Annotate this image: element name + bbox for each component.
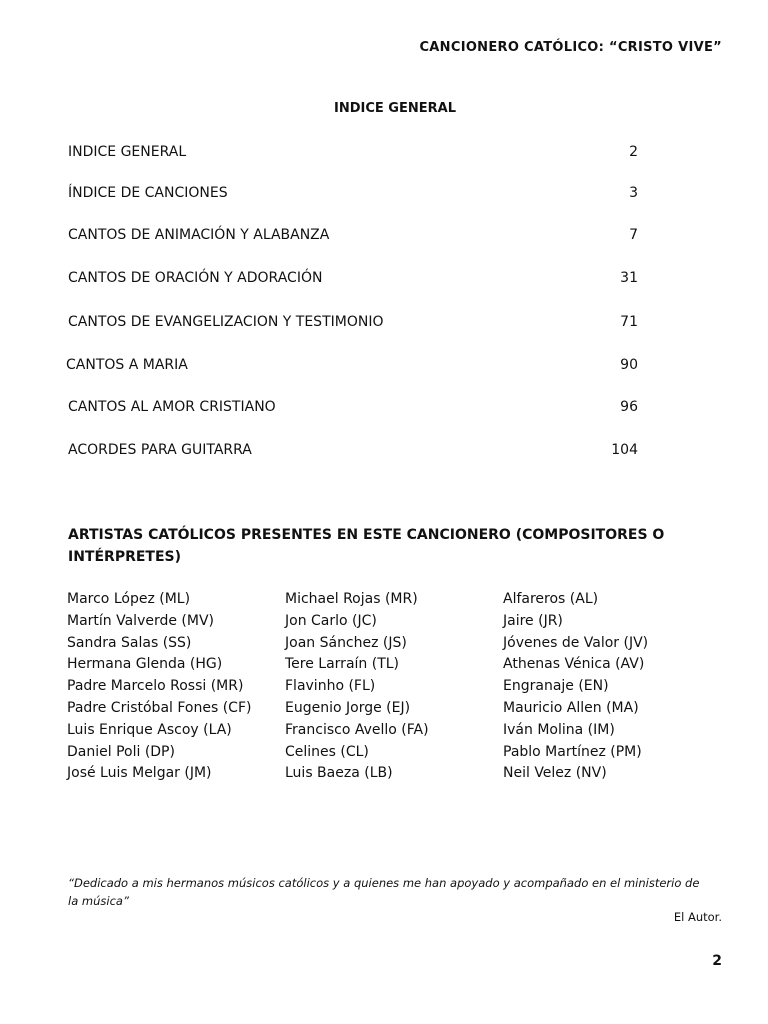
artist-name: Sandra Salas (SS) — [67, 634, 192, 651]
dedication-text: “Dedicado a mis hermanos músicos católicos y a quienes me han apoyado y acompañado en el ministerio de la música” — [68, 876, 700, 908]
artist-name: Joan Sánchez (JS) — [285, 634, 407, 651]
toc-entry — [68, 144, 638, 164]
artist-name: José Luis Melgar (JM) — [67, 765, 212, 782]
artist-name: Luis Baeza (LB) — [285, 765, 393, 782]
toc-entry-label: CANTOS AL AMOR CRISTIANO — [68, 399, 276, 415]
page-number: 2 — [712, 953, 722, 969]
toc-entry-page: 96 — [620, 399, 638, 415]
artist-name: Padre Cristóbal Fones (CF) — [67, 699, 252, 716]
artists-heading: ARTISTAS CATÓLICOS PRESENTES EN ESTE CANCIONERO (COMPOSITORES O INTÉRPRETES) — [68, 527, 665, 565]
artists-column-2 — [285, 589, 429, 785]
toc-entry — [66, 357, 638, 377]
toc-entry — [68, 185, 638, 205]
artist-name: Pablo Martínez (PM) — [503, 743, 642, 760]
artist-name: Iván Molina (IM) — [503, 721, 615, 738]
artist-name: Michael Rojas (MR) — [285, 591, 418, 607]
document-header: CANCIONERO CATÓLICO: “CRISTO VIVE” — [419, 40, 722, 55]
artist-name: Athenas Vénica (AV) — [503, 656, 645, 673]
artist-name: Jóvenes de Valor (JV) — [503, 634, 649, 651]
artist-name: Mauricio Allen (MA) — [503, 699, 639, 716]
toc-entry-label: ACORDES PARA GUITARRA — [68, 442, 252, 458]
toc-entry-label: ÍNDICE DE CANCIONES — [68, 185, 228, 201]
toc-entry — [68, 442, 638, 462]
toc-entry — [68, 227, 638, 247]
toc-entry-label: CANTOS A MARIA — [66, 357, 188, 373]
toc-entry — [68, 399, 638, 419]
toc-entry-page: 90 — [620, 357, 638, 373]
toc-entry-page: 3 — [629, 185, 638, 201]
artist-name: Neil Velez (NV) — [503, 765, 607, 782]
toc-entry-page: 7 — [629, 227, 638, 243]
artist-name: Engranaje (EN) — [503, 678, 609, 695]
toc-entry-label: CANTOS DE ORACIÓN Y ADORACIÓN — [68, 270, 323, 286]
artist-name: Celines (CL) — [285, 743, 369, 760]
artist-name: Eugenio Jorge (EJ) — [285, 699, 411, 716]
artist-name: Alfareros (AL) — [503, 591, 599, 607]
toc-entry-label: CANTOS DE ANIMACIÓN Y ALABANZA — [68, 227, 330, 243]
artist-name: Padre Marcelo Rossi (MR) — [67, 678, 244, 695]
toc-entry-page: 71 — [620, 314, 638, 330]
artists-column-1 — [67, 589, 251, 785]
artist-name: Marco López (ML) — [67, 591, 191, 607]
author-signature: El Autor. — [673, 910, 722, 924]
artist-name: Flavinho (FL) — [285, 678, 376, 695]
artist-name: Martín Valverde (MV) — [67, 612, 215, 629]
artist-name: Jaire (JR) — [503, 612, 563, 629]
toc-entry-label: CANTOS DE EVANGELIZACION Y TESTIMONIO — [68, 314, 384, 330]
artists-column-3 — [503, 589, 648, 785]
artist-name: Hermana Glenda (HG) — [67, 656, 223, 673]
artist-name: Francisco Avello (FA) — [285, 721, 429, 738]
artist-name: Daniel Poli (DP) — [67, 743, 175, 760]
toc-entry — [68, 314, 638, 334]
toc-entry-page: 104 — [611, 442, 638, 458]
toc-entry-page: 31 — [620, 270, 638, 286]
toc-entry — [68, 270, 638, 290]
artist-name: Luis Enrique Ascoy (LA) — [67, 721, 232, 738]
artist-name: Tere Larraín (TL) — [285, 656, 400, 673]
toc-entry-page: 2 — [629, 144, 638, 160]
toc-entry-label: INDICE GENERAL — [68, 144, 187, 160]
artist-name: Jon Carlo (JC) — [285, 612, 377, 629]
index-title: INDICE GENERAL — [334, 101, 456, 116]
